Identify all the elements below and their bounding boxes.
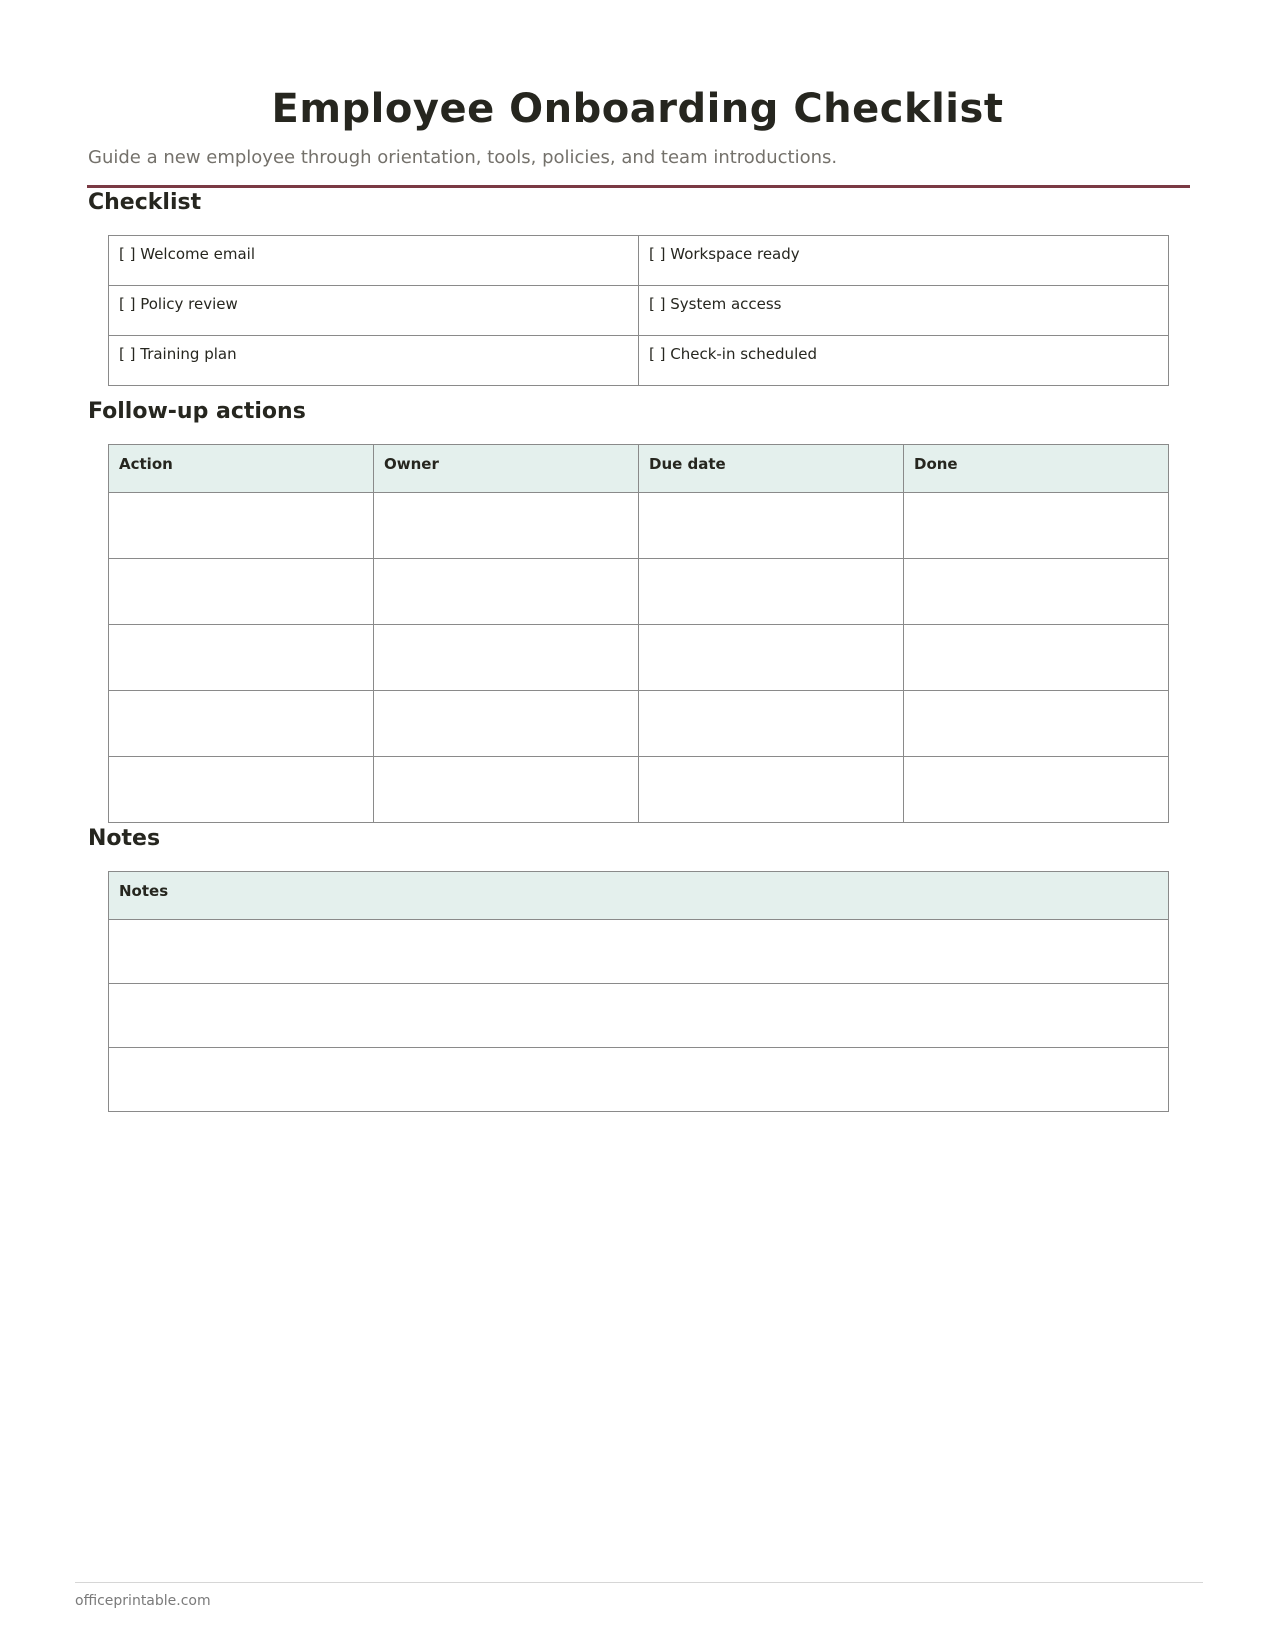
column-header-action: Action [109,445,374,493]
checklist-item[interactable]: [ ] System access [639,286,1169,336]
notes-cell[interactable] [109,1048,1169,1112]
checklist-item[interactable]: [ ] Workspace ready [639,236,1169,286]
owner-cell[interactable] [374,691,639,757]
done-cell[interactable] [904,757,1169,823]
table-row [109,493,1169,559]
owner-cell[interactable] [374,559,639,625]
action-cell[interactable] [109,493,374,559]
action-cell[interactable] [109,559,374,625]
checklist-heading: Checklist [88,190,202,215]
checklist-item[interactable]: [ ] Training plan [109,336,639,386]
table-row [109,336,1169,386]
column-header-notes: Notes [109,872,1169,920]
table-row [109,757,1169,823]
table-row [109,984,1169,1048]
notes-heading: Notes [88,826,161,851]
table-header-row [109,445,1169,493]
due-date-cell[interactable] [639,757,904,823]
followup-heading: Follow-up actions [88,399,306,424]
table-row [109,920,1169,984]
table-row [109,625,1169,691]
notes-cell[interactable] [109,920,1169,984]
notes-table [108,871,1169,1112]
due-date-cell[interactable] [639,625,904,691]
table-row [109,286,1169,336]
page-subtitle: Guide a new employee through orientation, tools, policies, and team introductions. [88,147,838,168]
page-title: Employee Onboarding Checklist [271,86,1004,132]
column-header-due-date: Due date [639,445,904,493]
footer-divider [75,1582,1203,1583]
followup-table [108,444,1169,823]
table-header-row [109,872,1169,920]
owner-cell[interactable] [374,757,639,823]
checklist-item[interactable]: [ ] Check-in scheduled [639,336,1169,386]
done-cell[interactable] [904,691,1169,757]
due-date-cell[interactable] [639,691,904,757]
due-date-cell[interactable] [639,559,904,625]
due-date-cell[interactable] [639,493,904,559]
table-row [109,1048,1169,1112]
checklist-item[interactable]: [ ] Welcome email [109,236,639,286]
title-divider [87,185,1190,188]
checklist-table [108,235,1169,386]
owner-cell[interactable] [374,493,639,559]
column-header-owner: Owner [374,445,639,493]
done-cell[interactable] [904,493,1169,559]
table-row [109,559,1169,625]
checklist-item[interactable]: [ ] Policy review [109,286,639,336]
action-cell[interactable] [109,691,374,757]
done-cell[interactable] [904,625,1169,691]
action-cell[interactable] [109,757,374,823]
done-cell[interactable] [904,559,1169,625]
footer-text: officeprintable.com [75,1593,211,1609]
table-row [109,691,1169,757]
table-row [109,236,1169,286]
action-cell[interactable] [109,625,374,691]
column-header-done: Done [904,445,1169,493]
owner-cell[interactable] [374,625,639,691]
notes-cell[interactable] [109,984,1169,1048]
